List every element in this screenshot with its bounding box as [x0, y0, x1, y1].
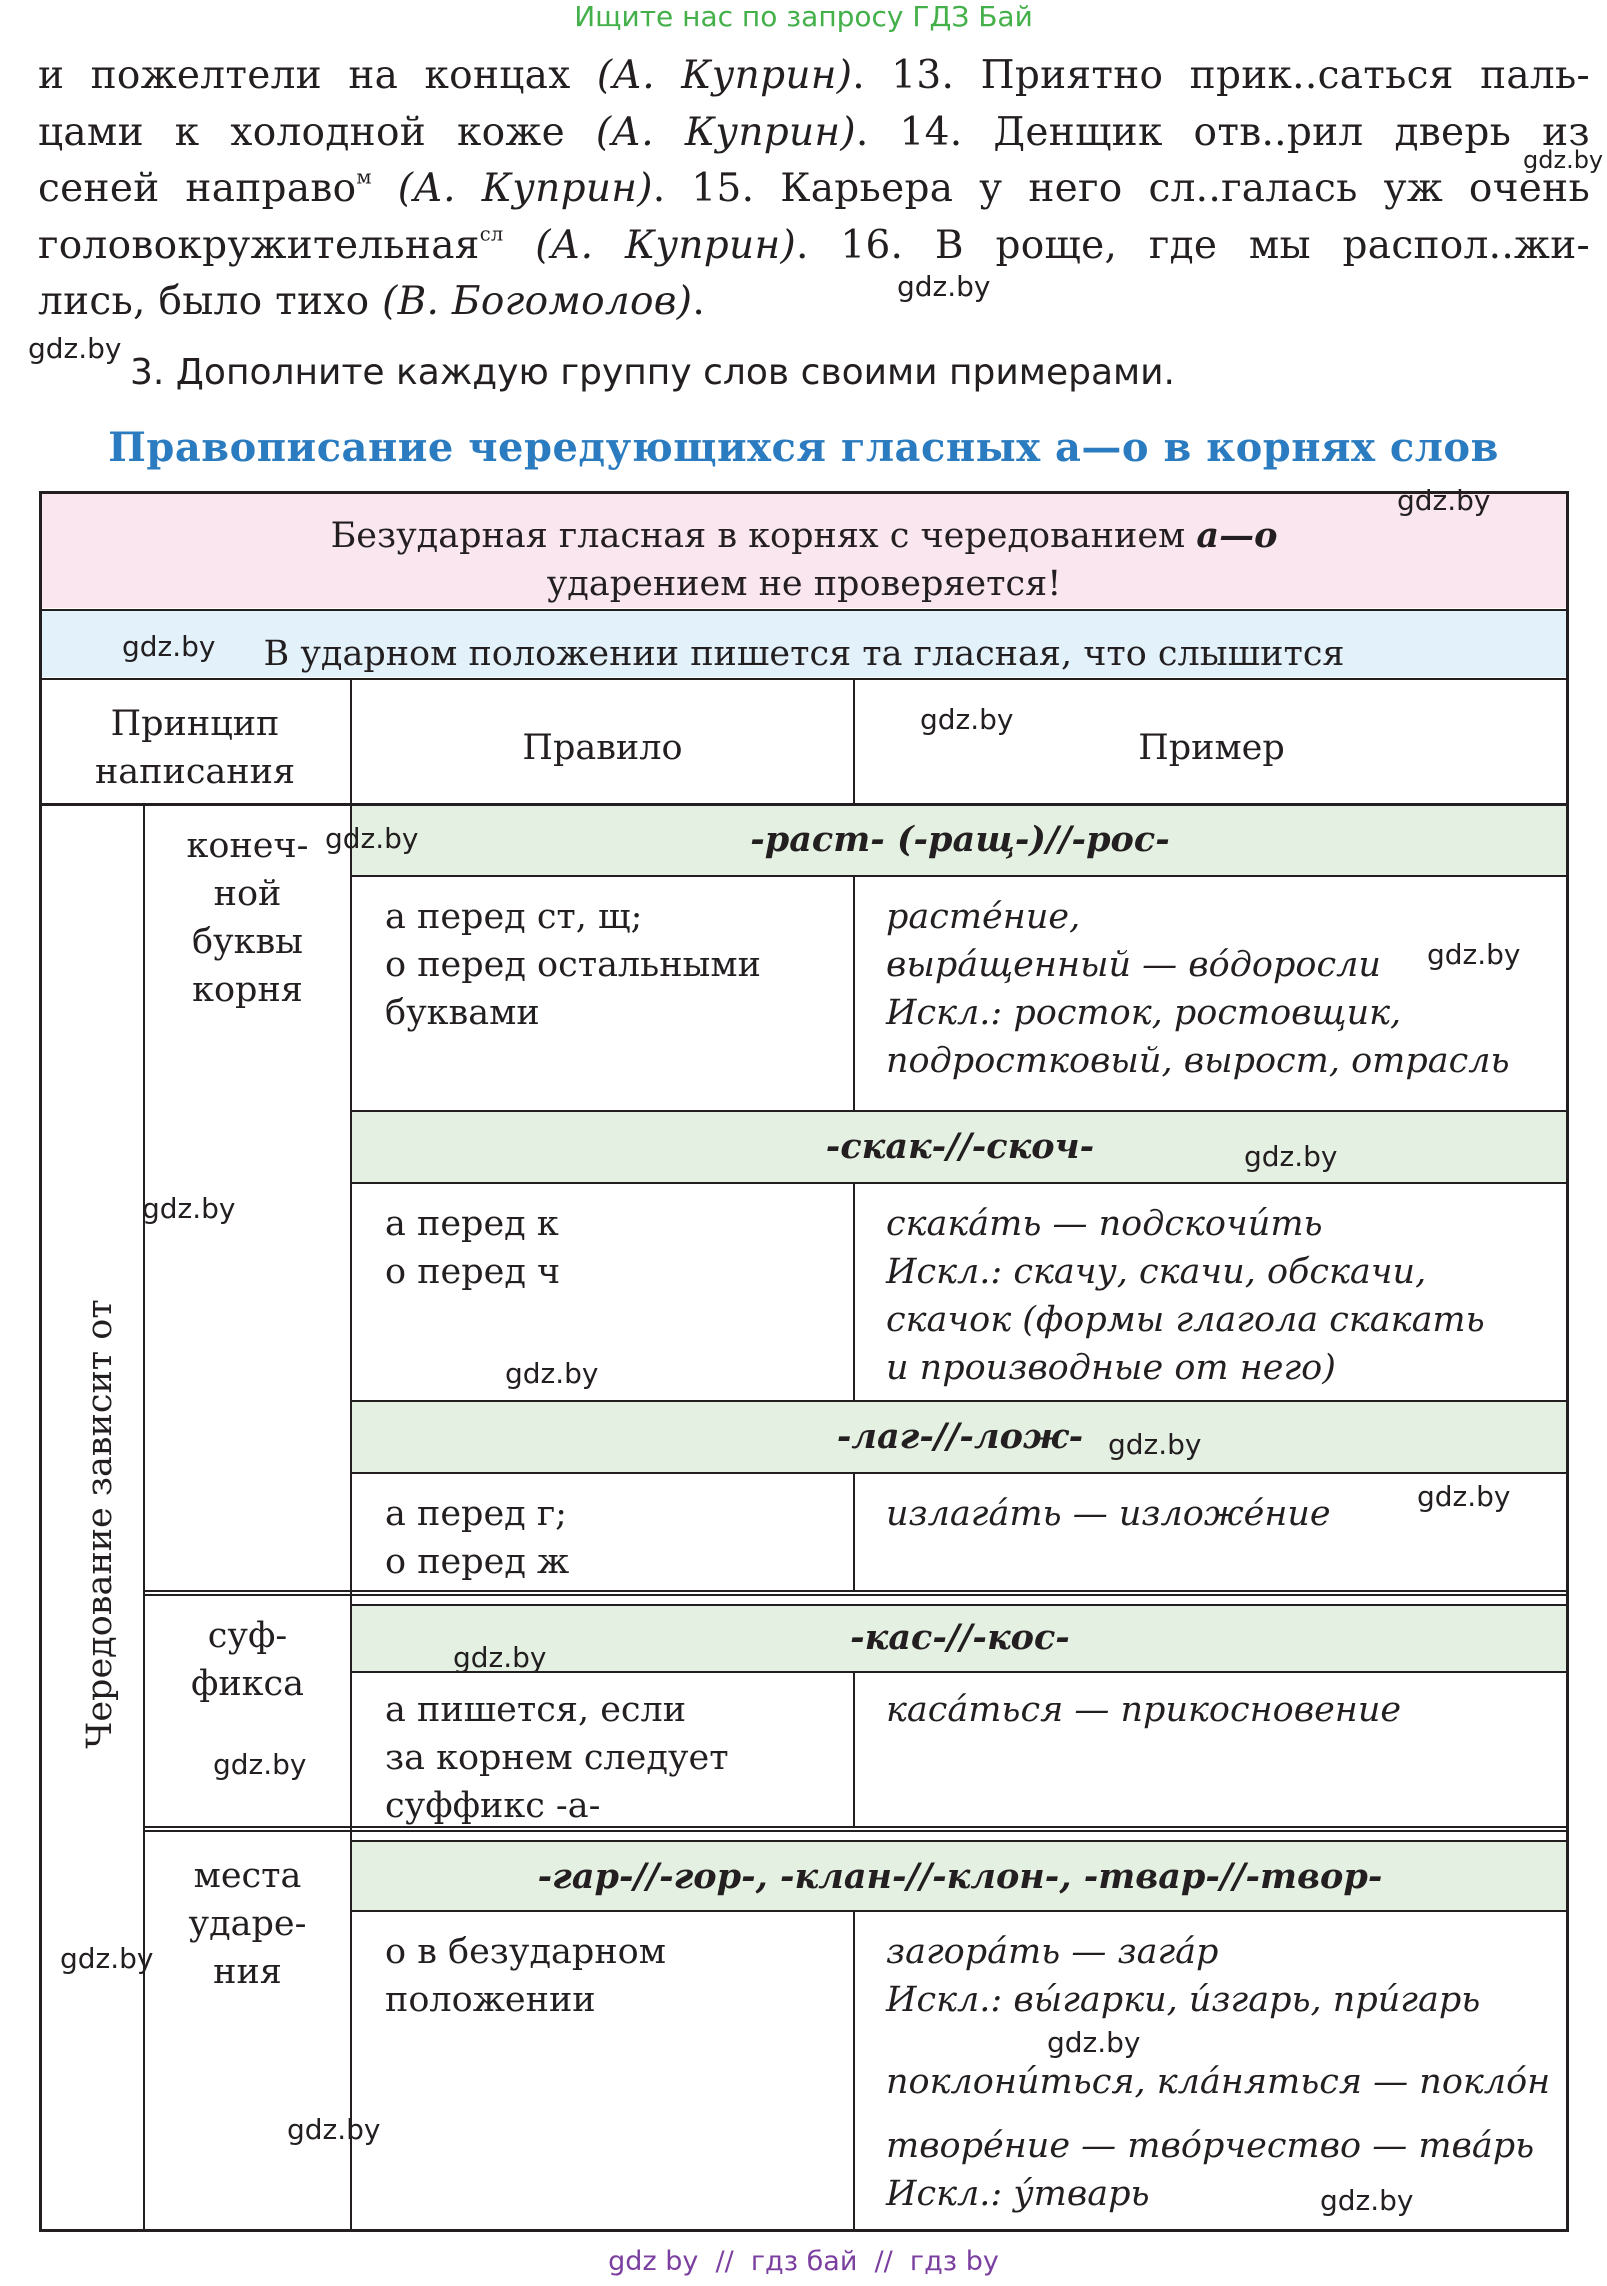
- top-banner: Ищите нас по запросу ГДЗ Бай: [574, 0, 1033, 33]
- watermark: gdz.by: [287, 2113, 381, 2146]
- divider: [352, 1604, 1568, 1606]
- col-divider: [853, 1472, 855, 1590]
- watermark: gdz.by: [453, 1641, 547, 1674]
- divider: [40, 803, 1568, 806]
- divider: [40, 609, 1568, 611]
- text-line: сеней направо$^м$ (А. Куприн). 15. Карьера у него сл..галась уж очень: [38, 165, 1590, 211]
- text-line: лись, было тихо (В. Богомолов).: [38, 279, 706, 324]
- divider: [352, 1840, 1568, 1842]
- watermark: gdz.by: [122, 630, 216, 663]
- double-divider: [143, 1826, 1568, 1832]
- divider: [352, 875, 1568, 877]
- example-text: излагáть — изложéние: [886, 1494, 1331, 1534]
- watermark: gdz.by: [142, 1192, 236, 1225]
- rule-text: а перед ст, щ; о перед остальными буквами: [385, 897, 761, 1033]
- divider: [352, 1400, 1568, 1402]
- text-line: и пожелтели на концах (А. Куприн). 13. Приятно прик..саться паль-: [38, 53, 1591, 98]
- col-divider: [143, 805, 145, 2232]
- header-blue-text: В ударном положении пишется та гласная, что слышится: [263, 634, 1345, 674]
- col-rule-header: Правило: [522, 728, 683, 768]
- divider: [352, 1472, 1568, 1474]
- rule-text: а перед к о перед ч: [385, 1204, 561, 1292]
- watermark: gdz.by: [325, 822, 419, 855]
- col-divider: [853, 1910, 855, 2232]
- divider: [40, 678, 1568, 680]
- task-instruction: 3. Дополните каждую группу слов своими примерами.: [130, 352, 1176, 393]
- col-divider: [853, 1671, 855, 1826]
- text-line: головокружительная$^{сл}$ (А. Куприн). 16. В роще, где мы распол..жи-: [38, 221, 1590, 268]
- root-header: -скак-//-скоч-: [825, 1126, 1095, 1167]
- example-text: касáться — прикосновение: [886, 1690, 1402, 1730]
- watermark: gdz.by: [1417, 1480, 1511, 1513]
- col-divider: [853, 1182, 855, 1400]
- watermark: gdz.by: [28, 332, 122, 365]
- root-header: -кас-//-кос-: [850, 1617, 1070, 1658]
- group-label-stress: места ударе- ния: [188, 1856, 307, 1992]
- watermark: gdz.by: [1523, 146, 1604, 174]
- footer: gdz by // гдз бай // гдз by: [608, 2246, 999, 2277]
- watermark: gdz.by: [1320, 2184, 1414, 2217]
- group-label-suffix: суф- фикса: [190, 1616, 305, 1704]
- divider: [352, 1110, 1568, 1112]
- watermark: gdz.by: [1108, 1428, 1202, 1461]
- divider: [352, 1910, 1568, 1912]
- root-header: -раст- (-ращ-)//-рос-: [750, 819, 1170, 860]
- example-text: загорáть — загáр Искл.: вы́гарки, и́згарь, при́гарь поклони́ться, клáняться — поклóн творéние — твóрчество — твáрь Искл.: у́тварь: [886, 1932, 1551, 2214]
- watermark: gdz.by: [1397, 484, 1491, 517]
- watermark: gdz.by: [1427, 938, 1521, 971]
- header-pink-text: Безударная гласная в корнях с чередованием а—о ударением не проверяется!: [330, 515, 1278, 604]
- exercise-text: [38, 48, 1590, 331]
- watermark: gdz.by: [920, 703, 1014, 736]
- watermark: gdz.by: [897, 270, 991, 303]
- watermark: gdz.by: [505, 1357, 599, 1390]
- example-text: растéние, вырáщенный — вóдоросли Искл.: росток, ростовщик, подростковый, вырост, отрасль: [886, 897, 1510, 1081]
- rule-text: а пишется, если за корнем следует суффикс -а-: [385, 1690, 729, 1826]
- watermark: gdz.by: [1047, 2026, 1141, 2059]
- double-divider: [143, 1590, 1568, 1596]
- root-header: -лаг-//-лож-: [836, 1416, 1084, 1457]
- watermark: gdz.by: [1244, 1140, 1338, 1173]
- col-example-header: Пример: [1138, 728, 1285, 768]
- watermark: gdz.by: [213, 1748, 307, 1781]
- rule-text: а перед г; о перед ж: [385, 1494, 570, 1582]
- rule-text: о в безударном положении: [385, 1932, 666, 2020]
- group-label-final-letter: конеч- ной буквы корня: [186, 826, 309, 1010]
- section-title: Правописание чередующихся гласных а—о в корнях слов: [108, 424, 1499, 471]
- col-principle-header: Принцип написания: [94, 704, 296, 792]
- example-text: скакáть — подскочи́ть Искл.: скачу, скачи, обскачи, скачок (формы глагола скакать и производные от него): [886, 1204, 1485, 1388]
- watermark: gdz.by: [60, 1942, 154, 1975]
- col-divider: [853, 875, 855, 1110]
- root-header: -гар-//-гор-, -клан-//-клон-, -твар-//-твор-: [537, 1856, 1383, 1897]
- text-line: цами к холодной коже (А. Куприн). 14. Денщик отв..рил дверь из: [38, 109, 1590, 155]
- divider: [352, 1182, 1568, 1184]
- vertical-label: Чередование зависит от: [80, 1299, 120, 1749]
